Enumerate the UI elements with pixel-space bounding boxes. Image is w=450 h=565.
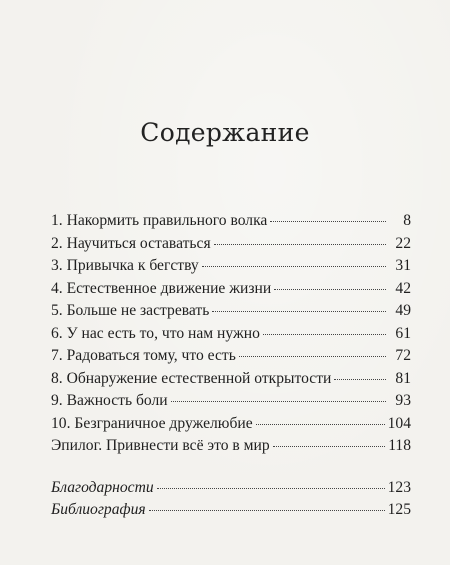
toc-entry-page: 81 [395,369,411,387]
dot-leader [157,488,385,489]
toc-entry [51,437,411,460]
dot-leader [214,244,386,245]
toc-entry-page: 123 [387,478,411,496]
toc-entry-page: 22 [395,234,411,252]
toc-entry [51,325,411,348]
toc-entry [51,212,411,235]
dot-leader [273,446,386,447]
dot-leader [202,266,386,267]
toc-entry-title: Благодарности [51,478,154,496]
toc-entry-title: Эпилог. Привнести всё это в мир [51,437,270,454]
dot-leader [256,424,385,425]
table-of-contents [51,212,411,524]
toc-entry-title: 6. У нас есть то, что нам нужно [51,324,260,342]
toc-entry-page: 104 [387,414,411,432]
toc-entry [51,235,411,258]
toc-entry-title: 1. Накормить правильного волка [51,212,268,229]
dot-leader [334,379,386,380]
toc-entry [51,257,411,280]
toc-entry-title: 4. Естественное движение жизни [51,279,272,297]
toc-entry-page: 8 [403,212,411,229]
toc-entry-page: 31 [395,257,411,274]
toc-entry-page: 49 [395,302,411,319]
toc-entry [51,370,411,393]
dot-leader [212,311,386,312]
dot-leader [149,510,385,511]
toc-entry-title: 3. Привычка к бегству [51,257,199,274]
toc-entry-page: 42 [395,279,411,297]
toc-entry-title: 7. Радоваться тому, что есть [51,347,236,364]
toc-entry-page: 125 [387,501,411,518]
dot-leader [171,401,386,402]
toc-entry-page: 93 [395,392,411,409]
toc-entry-page: 61 [395,324,411,342]
toc-entry [51,392,411,415]
toc-entry [51,479,411,502]
toc-entry-title: 2. Научиться оставаться [51,234,211,252]
toc-entry [51,302,411,325]
section-spacer [51,460,411,479]
toc-entry-title: 5. Больше не застревать [51,302,210,319]
toc-entry-title: 10. Безграничное дружелюбие [51,414,253,432]
toc-entry-title: Библиография [51,501,146,518]
toc-entry [51,501,411,524]
dot-leader [274,289,386,290]
toc-entry [51,280,411,303]
toc-entry-page: 72 [395,347,411,364]
dot-leader [263,334,386,335]
toc-entry-title: 8. Обнаружение естественной открытости [51,369,332,387]
toc-entry [51,415,411,438]
toc-entry-page: 118 [388,437,411,454]
dot-leader [270,221,386,222]
dot-leader [239,356,386,357]
page-title: Содержание [140,118,310,147]
toc-entry [51,347,411,370]
toc-entry-title: 9. Важность боли [51,392,168,409]
